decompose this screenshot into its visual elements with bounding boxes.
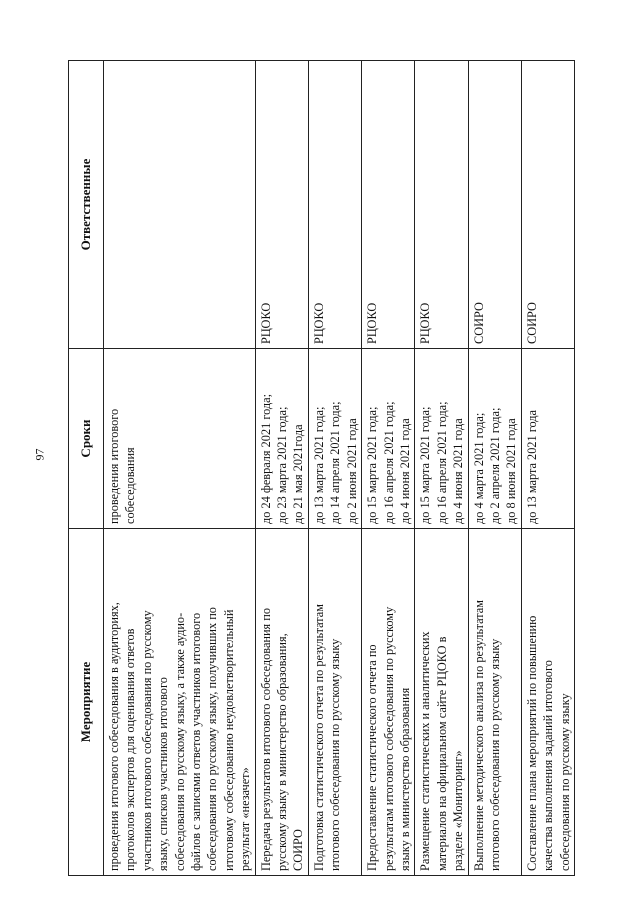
deadline-cell-line: проведения итогового: [107, 408, 121, 524]
responsible-cell-line: РЦОКО: [365, 302, 380, 344]
deadline-cell-line: до 13 марта 2021 года;: [311, 406, 326, 524]
deadline-cell-line: до 13 марта 2021 года: [524, 410, 539, 524]
table-row: [521, 61, 574, 876]
event-cell: [255, 529, 308, 876]
event-cell: [308, 529, 361, 876]
event-cell-line: материалов на официальном сайте РЦОКО в: [434, 636, 449, 871]
event-cell-line: итоговому собеседованию неудовлетворительный: [221, 609, 236, 871]
table-row: [255, 61, 308, 876]
deadline-cell: [362, 349, 415, 529]
table-row: [308, 61, 361, 876]
event-cell-line: итогового собеседования по русскому языку: [487, 638, 502, 871]
event-cell-line: Предоставление статистического отчета по: [365, 644, 380, 871]
event-cell-line: Выполнение методического анализа по результатам: [471, 599, 486, 871]
deadline-cell-line: до 2 апреля 2021 года;: [487, 407, 502, 524]
page-number: 97: [32, 448, 47, 461]
deadline-cell-line: до 15 марта 2021 года;: [365, 406, 380, 524]
responsible-cell: [468, 61, 521, 349]
deadline-cell-line: до 21 мая 2021года: [291, 424, 306, 524]
responsible-cell-line: РЦОКО: [258, 302, 273, 344]
deadline-cell-line: до 4 июня 2021 года: [451, 418, 466, 524]
event-cell-line: языку в министерство образования: [397, 687, 412, 871]
deadline-cell: [521, 349, 574, 529]
deadline-cell-line: до 2 июня 2021 года: [344, 418, 359, 524]
event-cell: [415, 529, 468, 876]
responsible-cell-line: СОИРО: [471, 302, 486, 344]
table-row: [104, 61, 256, 876]
responsible-cell: [362, 61, 415, 349]
event-cell-line: Передача результатов итогового собеседования по: [258, 607, 273, 871]
event-cell: [362, 529, 415, 876]
event-cell-line: языку, списков участников итогового: [156, 677, 171, 871]
event-cell-line: собеседования по русскому языку: [557, 693, 572, 871]
header-event: Мероприятие: [69, 529, 104, 876]
event-cell-line: качества выполнения заданий итогового: [541, 660, 556, 871]
deadline-cell: [468, 349, 521, 529]
event-cell-line: Составление плана мероприятий по повышению: [524, 615, 539, 871]
deadline-cell: [415, 349, 468, 529]
responsible-cell-line: СОИРО: [524, 302, 539, 344]
rotated-table-container: [68, 61, 584, 876]
event-cell-line: итогового собеседования по русскому языку: [328, 638, 343, 871]
deadline-cell-line: до 16 апреля 2021 года;: [434, 401, 449, 524]
deadline-cell-line: до 24 февраля 2021 года;: [258, 394, 273, 524]
deadline-cell-line: до 15 марта 2021 года;: [418, 406, 433, 524]
responsible-cell: [521, 61, 574, 349]
event-cell-line: СОИРО: [291, 829, 306, 871]
events-table: [68, 60, 575, 876]
responsible-cell: [308, 61, 361, 349]
deadline-cell-line: до 16 апреля 2021 года;: [381, 401, 396, 524]
event-cell-line: Подготовка статистического отчета по результатам: [311, 603, 326, 871]
table-row: [415, 61, 468, 876]
deadline-cell: [104, 349, 256, 529]
deadline-cell-line: до 4 июня 2021 года: [397, 418, 412, 524]
event-cell: [521, 529, 574, 876]
responsible-cell: [104, 61, 256, 349]
event-cell-line: файлов с записями ответов участников итогового: [189, 612, 204, 871]
deadline-cell-line: до 4 марта 2021 года;: [471, 412, 486, 524]
event-cell-line: русскому языку в министерство образования,: [275, 633, 290, 871]
deadline-cell-line: до 14 апреля 2021 года;: [328, 401, 343, 524]
event-cell: [104, 529, 256, 876]
responsible-cell-line: РЦОКО: [418, 302, 433, 344]
event-cell-line: собеседования по русскому языку, а также аудио-: [172, 612, 187, 871]
responsible-cell: [255, 61, 308, 349]
deadline-cell: [308, 349, 361, 529]
header-responsible: Ответственные: [69, 61, 104, 349]
deadline-cell-line: до 23 марта 2021 года;: [275, 406, 290, 524]
deadline-cell: [255, 349, 308, 529]
table-body: [104, 61, 575, 876]
responsible-cell-line: РЦОКО: [311, 302, 326, 344]
deadline-cell-line: собеседования: [123, 447, 138, 524]
header-deadline: Сроки: [69, 349, 104, 529]
event-cell-line: собеседования по русскому языку, получивших по: [205, 607, 220, 871]
event-cell-line: результат «незачет»: [238, 767, 253, 871]
event-cell-line: протоколов экспертов для оценивания ответов: [123, 628, 138, 871]
event-cell-line: участников итогового собеседования по русскому: [139, 610, 154, 871]
event-cell-line: результатам итогового собеседования по русскому: [381, 606, 396, 871]
table-row: [468, 61, 521, 876]
table-header-row: [69, 61, 104, 876]
responsible-cell: [415, 61, 468, 349]
table-row: [362, 61, 415, 876]
event-cell: [468, 529, 521, 876]
event-cell-line: проведения итогового собеседования в аудиториях,: [107, 602, 121, 871]
event-cell-line: Размещение статистических и аналитических: [418, 631, 433, 871]
deadline-cell-line: до 8 июня 2021 года: [504, 418, 519, 524]
event-cell-line: разделе «Мониторинг»: [451, 750, 466, 871]
